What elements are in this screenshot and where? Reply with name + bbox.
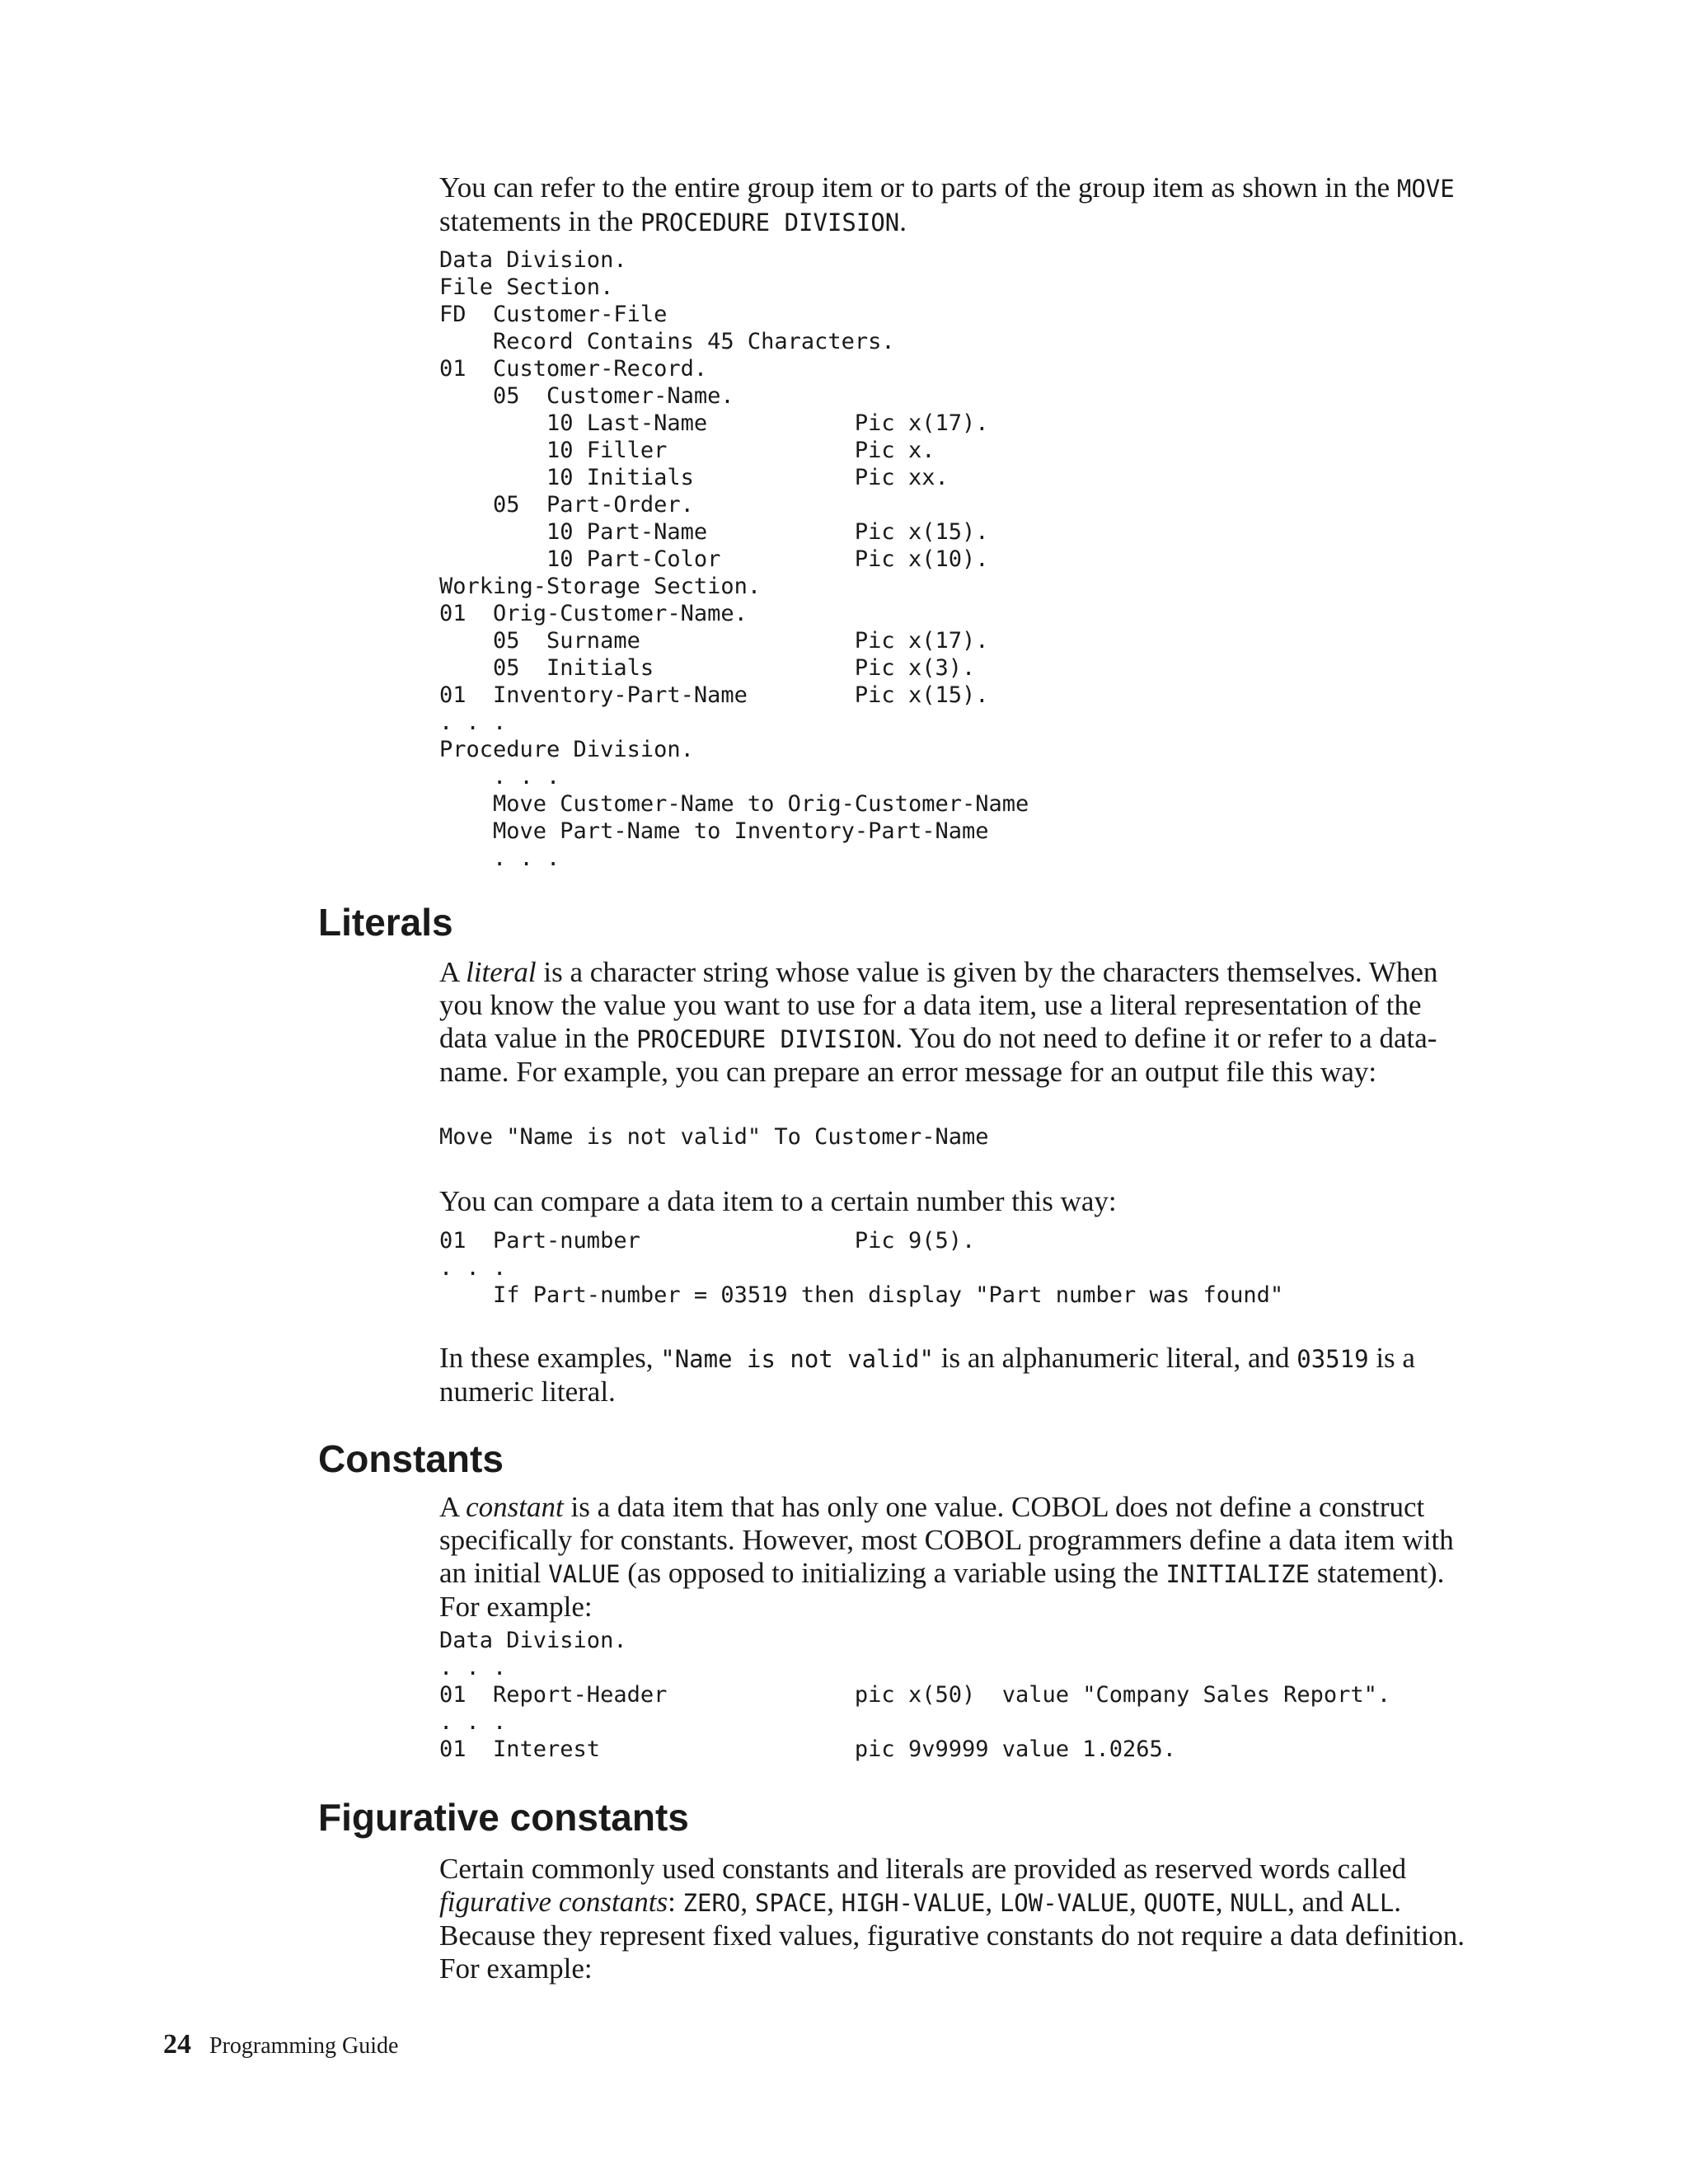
page-footer <box>163 2029 398 2060</box>
inline-code: PROCEDURE DIVISION <box>636 1025 896 1053</box>
text-run: is a data item that has only one value. COBOL does not define a construct specifically for constants. However, most COBOL programmers define a data item with an initial <box>439 1491 1454 1589</box>
separator: , <box>827 1886 842 1918</box>
text-run: : <box>668 1886 683 1918</box>
section-heading-figurative-constants: Figurative constants <box>318 1796 689 1839</box>
section-heading-constants: Constants <box>318 1437 504 1480</box>
text-run: Certain commonly used constants and literals are provided as reserved words called <box>439 1853 1407 1885</box>
literals-code-block-1: Move "Name is not valid" To Customer-Name <box>439 1124 989 1150</box>
separator: , <box>985 1886 1000 1918</box>
keyword-high-value: HIGH-VALUE <box>841 1889 986 1917</box>
separator: , <box>740 1886 755 1918</box>
separator: , <box>1128 1886 1144 1918</box>
keyword-zero: ZERO <box>682 1889 741 1917</box>
book-title: Programming Guide <box>209 2033 399 2059</box>
text-run: . <box>899 205 907 237</box>
text-run: statement). For example: <box>439 1557 1445 1623</box>
inline-code: VALUE <box>548 1560 621 1588</box>
text-run: A <box>439 956 467 988</box>
constants-code-block: Data Division. . . . 01 Report-Header pic x(50) value "Company Sales Report". . . . 01 Interest pic 9v9999 value 1.0265. <box>439 1628 1391 1762</box>
term-literal: literal <box>466 956 537 988</box>
inline-code: INITIALIZE <box>1165 1560 1311 1588</box>
intro-paragraph <box>439 171 1470 239</box>
section-heading-literals: Literals <box>318 901 453 944</box>
term-figurative-constants: figurative constants <box>439 1886 668 1918</box>
literals-paragraph-1 <box>439 956 1470 1089</box>
term-constant: constant <box>466 1491 564 1523</box>
inline-code: PROCEDURE DIVISION <box>640 209 900 237</box>
separator: , and <box>1287 1886 1351 1918</box>
keyword-quote: QUOTE <box>1143 1889 1216 1917</box>
text-run: In these examples, <box>439 1342 661 1374</box>
text-run: is a numeric literal. <box>439 1342 1415 1408</box>
literals-code-block-2: 01 Part-number Pic 9(5). . . . If Part-number = 03519 then display "Part number was found" <box>439 1228 1284 1308</box>
inline-code: 03519 <box>1296 1345 1369 1373</box>
text-run: statements in the <box>439 205 640 237</box>
page-number: 24 <box>163 2029 191 2060</box>
inline-code: "Name is not valid" <box>660 1345 934 1373</box>
separator: , <box>1215 1886 1231 1918</box>
text-run: A <box>439 1491 467 1523</box>
keyword-low-value: LOW-VALUE <box>999 1889 1129 1917</box>
literals-paragraph-2: You can compare a data item to a certain number this way: <box>439 1185 1117 1217</box>
intro-code-block: Data Division. File Section. FD Customer-File Record Contains 45 Characters. 01 Customer-Record. 05 Customer-Name. 10 Last-Name Pic x(17). 10 Filler Pic x. 10 Initials Pic xx. 05 Part-Order. 10 Part-Name Pic x(15). 10 Part-Color Pic x(10). Working-Storage Section. 01 Orig-Customer-Name. 05 Surname Pic x(17). 05 Initials Pic x(3). 01 Inventory-Part-Name Pic x(15). . . . Procedure Division. . . . Move Customer-Name to Orig-Customer-Name Move Part-Name to Inventory-Part-Name . . . <box>439 247 1029 871</box>
text-run: is an alphanumeric literal, and <box>933 1342 1297 1374</box>
text-run: . Because they represent fixed values, figurative constants do not require a data definition. For example: <box>439 1886 1465 1985</box>
inline-code: MOVE <box>1396 175 1455 203</box>
constants-paragraph-1 <box>439 1491 1470 1624</box>
text-run: (as opposed to initializing a variable using the <box>620 1557 1166 1589</box>
literals-paragraph-3 <box>439 1342 1470 1408</box>
text-run: You can refer to the entire group item or to parts of the group item as shown in the <box>439 171 1397 204</box>
figurative-paragraph-1 <box>439 1853 1470 1985</box>
text-run: is a character string whose value is given by the characters themselves. When you know the value you want to use for a data item, use a literal representation of the data value in the <box>439 956 1438 1054</box>
text-run: . You do not need to define it or refer to a data-name. For example, you can prepare an error message for an output file this way: <box>439 1022 1437 1088</box>
keyword-space: SPACE <box>754 1889 828 1917</box>
keyword-all: ALL <box>1350 1889 1395 1917</box>
keyword-null: NULL <box>1230 1889 1288 1917</box>
